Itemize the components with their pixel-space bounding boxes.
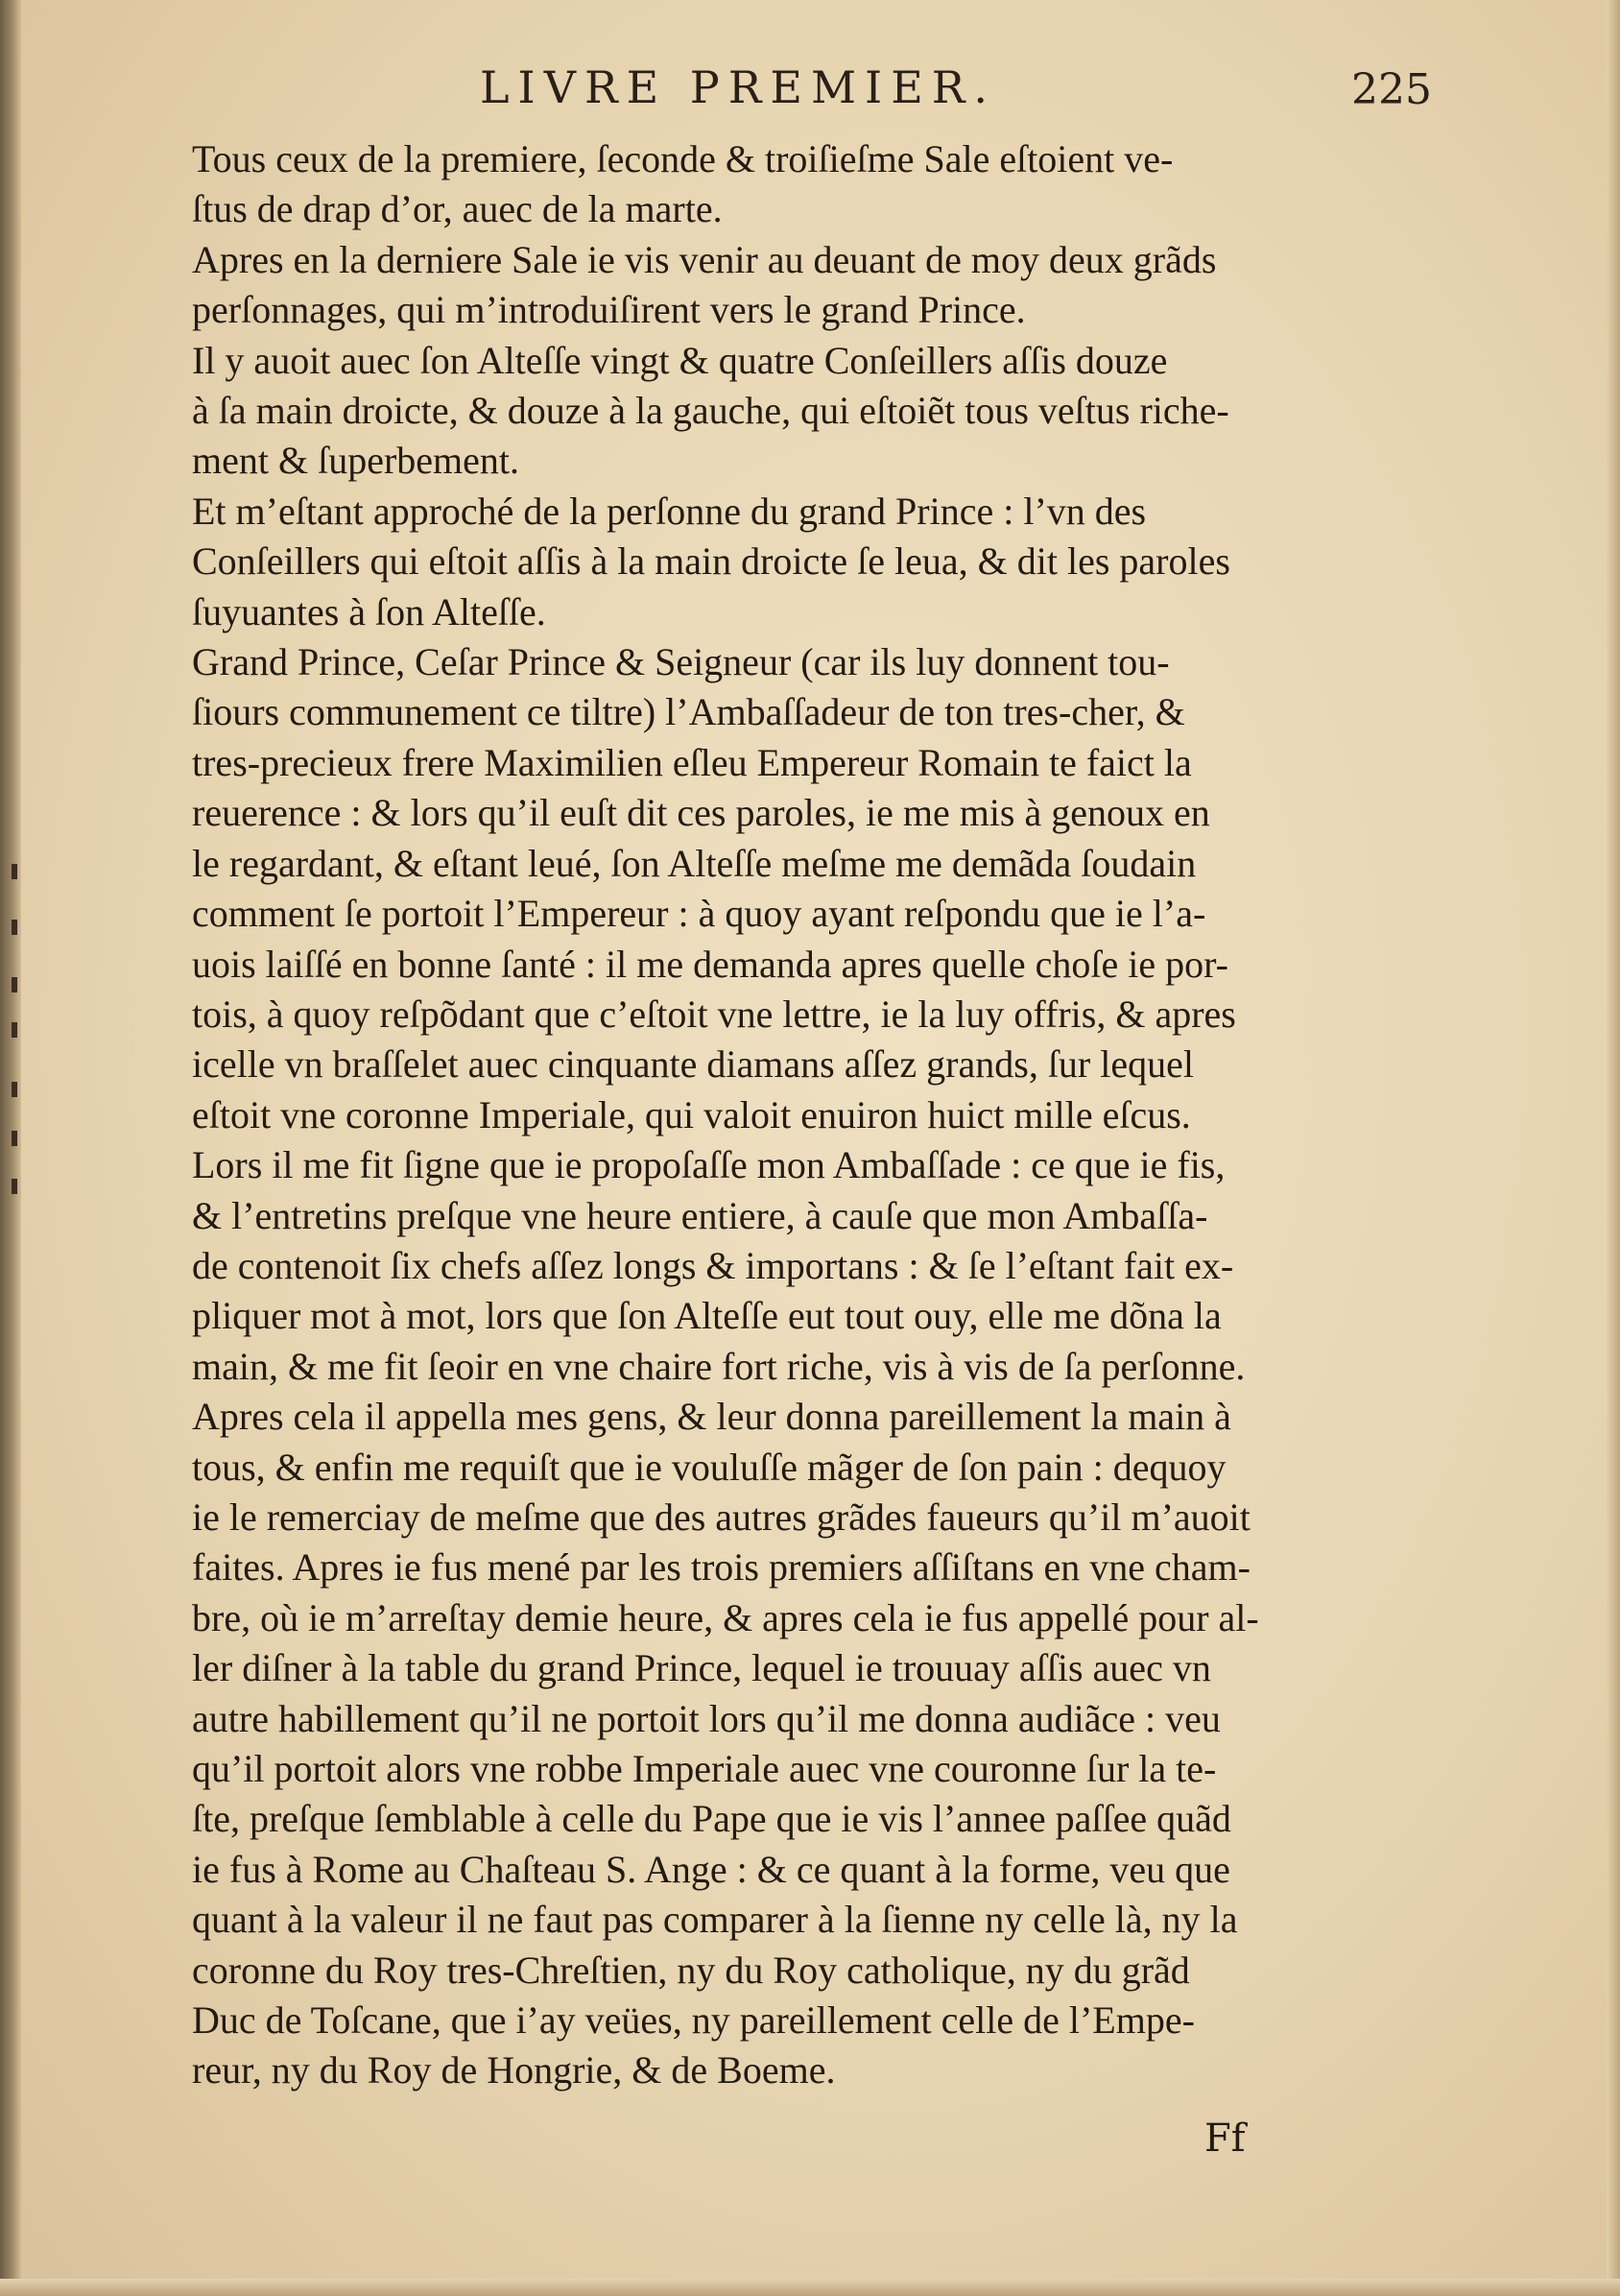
- body-text: [192, 134, 1420, 2096]
- text-line: bre, où ie m’arreſtay demie heure, & apres cela ie fus appellé pour al-: [192, 1595, 1259, 1639]
- text-line: ſte, preſque ſemblable à celle du Pape que ie vis l’annee paſſee quãd: [192, 1797, 1231, 1841]
- text-line: ie fus à Rome au Chaſteau S. Ange : & ce quant à la forme, veu que: [192, 1847, 1230, 1891]
- text-line: Apres cela il appella mes gens, & leur donna pareillement la main à: [192, 1395, 1231, 1439]
- margin-mark: [12, 1082, 17, 1097]
- text-line: Grand Prince, Ceſar Prince & Seigneur (car ils luy donnent tou-: [192, 640, 1170, 684]
- text-line: ſtus de drap d’or, auec de la marte.: [192, 187, 723, 231]
- text-line: ment & ſuperbement.: [192, 439, 520, 483]
- text-line: Lors il me fit ſigne que ie propoſaſſe mon Ambaſſade : ce que ie fis,: [192, 1143, 1226, 1187]
- text-line: eſtoit vne coronne Imperiale, qui valoit enuiron huict mille eſcus.: [192, 1092, 1191, 1136]
- text-line: ſuyuantes à ſon Alteſſe.: [192, 589, 546, 634]
- text-line: qu’il portoit alors vne robbe Imperiale auec vne couronne ſur la te-: [192, 1747, 1217, 1790]
- page-gutter-shadow: [0, 0, 21, 2296]
- text-line: reuerence : & lors qu’il euſt dit ces paroles, ie me mis à genoux en: [192, 791, 1210, 835]
- text-line: Apres en la derniere Sale ie vis venir au deuant de moy deux grãds: [192, 237, 1217, 281]
- text-line: ſiours communement ce tiltre) l’Ambaſſadeur de ton tres-cher, &: [192, 690, 1185, 734]
- text-line: faites. Apres ie fus mené par les trois premiers aſſiſtans en vne cham-: [192, 1545, 1251, 1590]
- page-number: 225: [1351, 65, 1432, 114]
- text-line: uois laiſſé en bonne ſanté : il me demanda apres quelle choſe ie por-: [192, 942, 1228, 986]
- text-line: à ſa main droicte, & douze à la gauche, qui eſtoiẽt tous veſtus riche-: [192, 389, 1229, 433]
- margin-mark: [12, 977, 17, 993]
- text-line: perſonnages, qui m’introduiſirent vers le grand Prince.: [192, 288, 1026, 332]
- margin-mark: [12, 1022, 17, 1038]
- text-line: comment ſe portoit l’Empereur : à quoy ayant reſpondu que ie l’a-: [192, 892, 1206, 936]
- text-line: Duc de Toſcane, que i’ay veües, ny pareillement celle de l’Empe-: [192, 1998, 1195, 2043]
- margin-mark: [12, 864, 17, 879]
- text-line: main, & me fit ſeoir en vne chaire fort riche, vis à vis de ſa perſonne.: [192, 1344, 1246, 1388]
- margin-mark: [12, 1179, 17, 1194]
- text-line: quant à la valeur il ne faut pas comparer à la ſienne ny celle là, ny la: [192, 1898, 1238, 1942]
- catchword: Ff: [1204, 2117, 1246, 2161]
- text-line: reur, ny du Roy de Hongrie, & de Boeme.: [192, 2048, 836, 2093]
- margin-mark: [12, 1131, 17, 1146]
- margin-mark: [12, 920, 17, 935]
- page-bottom-edge: [0, 2279, 1620, 2296]
- text-line: Tous ceux de la premiere, ſeconde & troiſieſme Sale eſtoient ve-: [192, 137, 1174, 180]
- text-line: ie le remerciay de meſme que des autres grãdes faueurs qu’il m’auoit: [192, 1495, 1251, 1539]
- text-line: tres-precieux frere Maximilien eſleu Empereur Romain te faict la: [192, 740, 1192, 784]
- text-line: Et m’eſtant approché de la perſonne du grand Prince : l’vn des: [192, 489, 1147, 533]
- text-line: & l’entretins preſque vne heure entiere, à cauſe que mon Ambaſſa-: [192, 1193, 1208, 1237]
- text-line: tois, à quoy reſpõdant que c’eſtoit vne lettre, ie la luy offris, & apres: [192, 992, 1236, 1036]
- page-header: [182, 61, 1430, 119]
- text-line: tous, & enfin me requiſt que ie vouluſſe mãger de ſon pain : dequoy: [192, 1445, 1227, 1489]
- text-line: icelle vn braſſelet auec cinquante diamans aſſez grands, ſur lequel: [192, 1042, 1194, 1087]
- text-line: Conſeillers qui eſtoit aſſis à la main droicte ſe leua, & dit les paroles: [192, 539, 1230, 584]
- text-line: coronne du Roy tres-Chreſtien, ny du Roy catholique, ny du grãd: [192, 1948, 1190, 1992]
- page-right-edge: [1607, 0, 1620, 2296]
- text-line: ler diſner à la table du grand Prince, lequel ie trouuay aſſis auec vn: [192, 1646, 1211, 1690]
- text-line: le regardant, & eſtant leué, ſon Alteſſe meſme me demãda ſoudain: [192, 841, 1197, 885]
- running-title: LIVRE PREMIER.: [480, 61, 997, 113]
- text-line: Il y auoit auec ſon Alteſſe vingt & quatre Conſeillers aſſis douze: [192, 338, 1168, 382]
- text-line: de contenoit ſix chefs aſſez longs & importans : & ſe l’eſtant fait ex-: [192, 1243, 1234, 1287]
- text-line: autre habillement qu’il ne portoit lors qu’il me donna audiãce : veu: [192, 1696, 1221, 1740]
- text-line: pliquer mot à mot, lors que ſon Alteſſe eut tout ouy, elle me dõna la: [192, 1294, 1222, 1338]
